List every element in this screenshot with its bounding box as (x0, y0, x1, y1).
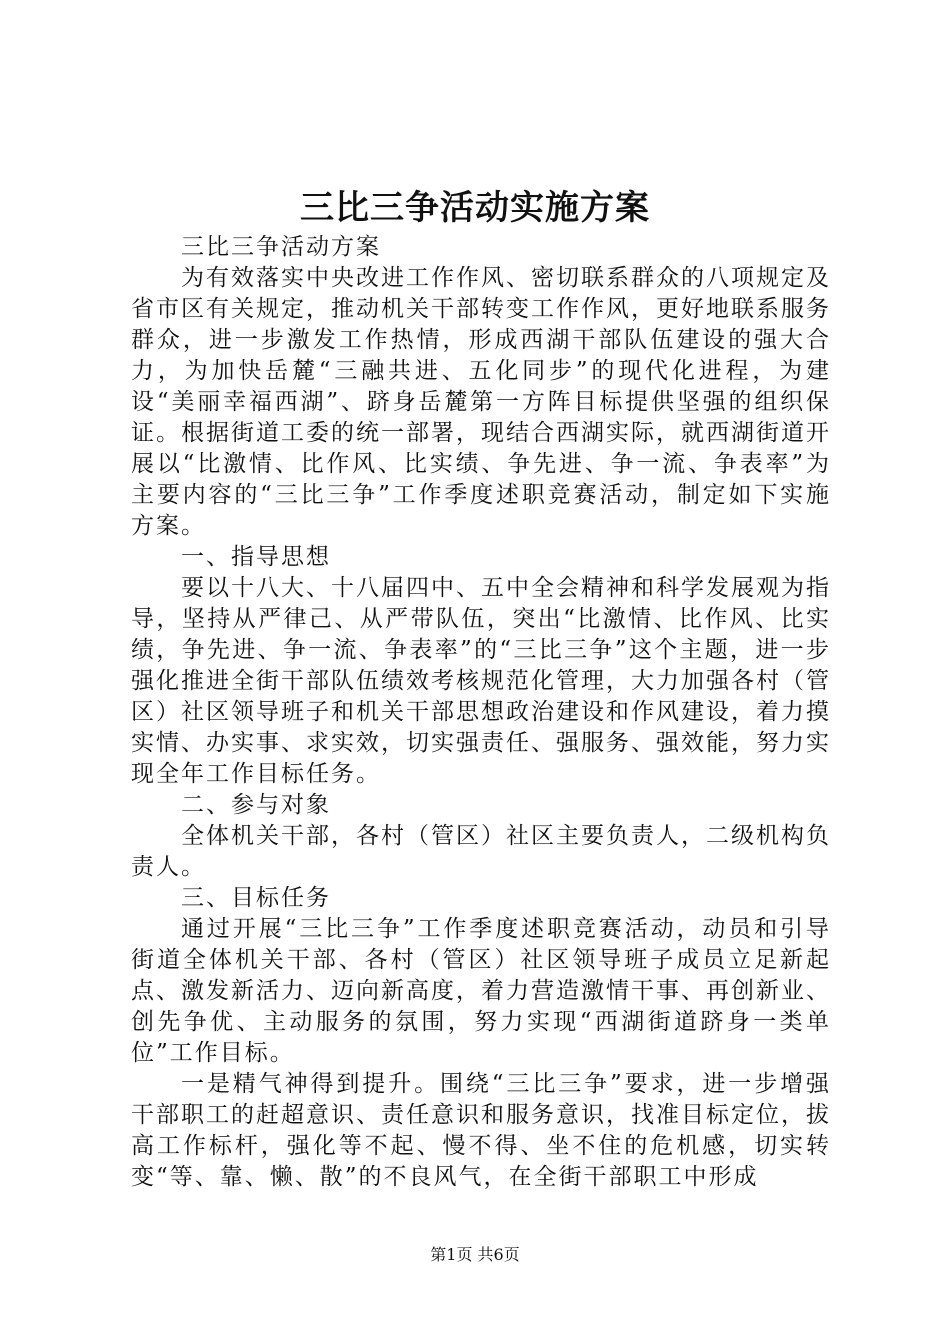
section-heading-participants: 二、参与对象 (181, 792, 331, 818)
section-heading-goals: 三、目标任务 (181, 885, 331, 911)
subtitle-line: 三比三争活动方案 (181, 234, 381, 260)
participants-paragraph: 全体机关干部，各村（管区）社区主要负责人，二级机构负责人。 (131, 823, 831, 880)
document-body (131, 232, 831, 1193)
goals-paragraph: 通过开展“三比三争”工作季度述职竞赛活动，动员和引导街道全体机关干部、各村（管区）社区领导班子成员立足新起点、激发新活力、迈向新高度，着力营造激情干事、再创新业、创先争优、主动服务的氛围，努力实现“西湖街道跻身一类单位”工作目标。 (131, 916, 831, 1066)
intro-paragraph: 为有效落实中央改进工作作风、密切联系群众的八项规定及省市区有关规定，推动机关干部转变工作作风，更好地联系服务群众，进一步激发工作热情，形成西湖干部队伍建设的强大合力，为加快岳麓“三融共进、五化同步”的现代化进程，为建设“美丽幸福西湖”、跻身岳麓第一方阵目标提供坚强的组织保证。根据街道工委的统一部署，现结合西湖实际，就西湖街道开展以“比激情、比作风、比实绩、争先进、争一流、争表率”为主要内容的“三比三争”工作季度述职竞赛活动，制定如下实施方案。 (131, 265, 831, 539)
guiding-thought-paragraph: 要以十八大、十八届四中、五中全会精神和科学发展观为指导，坚持从严律己、从严带队伍，突出“比激情、比作风、比实绩，争先进、争一流、争表率”的“三比三争”这个主题，进一步强化推进全街干部队伍绩效考核规范化管理，大力加强各村（管区）社区领导班子和机关干部思想政治建设和作风建设，着力摸实情、办实事、求实效，切实强责任、强服务、强效能，努力实现全年工作目标任务。 (131, 575, 831, 787)
document-title: 三比三争活动实施方案 (300, 188, 650, 228)
goal-item-spirit-paragraph: 一是精气神得到提升。围绕“三比三争”要求，进一步增强干部职工的赶超意识、责任意识和服务意识，找准目标定位，拔高工作标杆，强化等不起、慢不得、坐不住的危机感，切实转变“等、靠、懒、散”的不良风气，在全街干部职工中形成 (131, 1071, 831, 1190)
page-footer: 第1页 共6页 (430, 1245, 520, 1264)
section-heading-guiding-thought: 一、指导思想 (181, 544, 331, 570)
